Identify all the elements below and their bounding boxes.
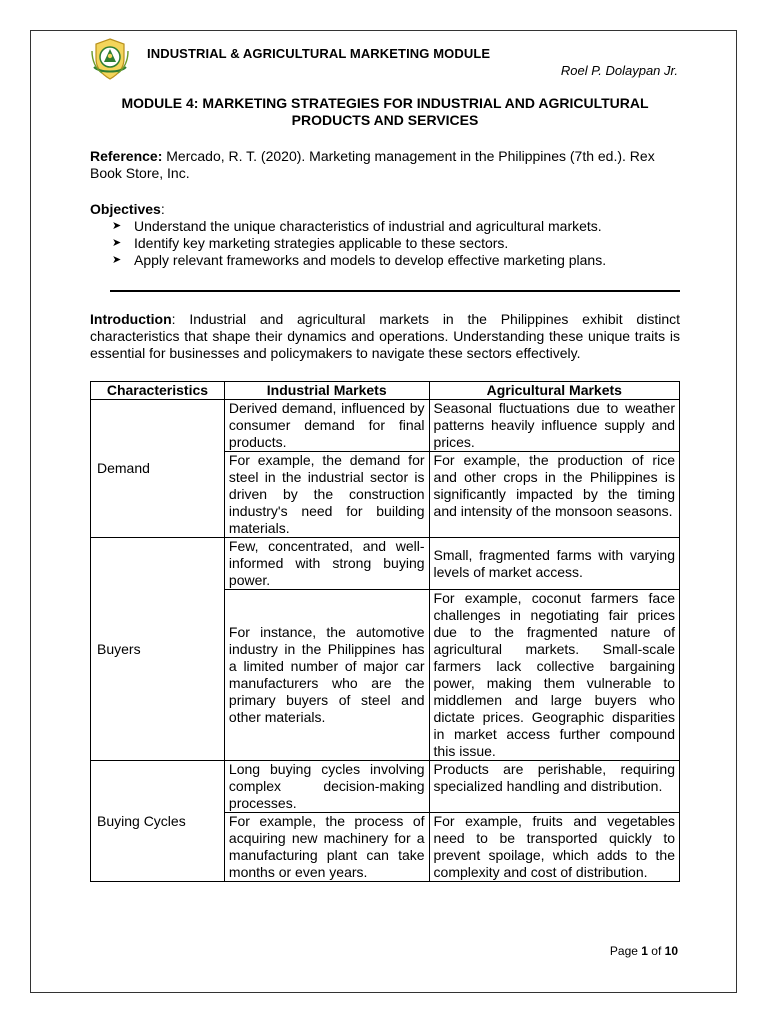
industrial-cell: Derived demand, influenced by consumer demand for final products.: [224, 400, 429, 452]
agricultural-cell: For example, fruits and vegetables need to be transported quickly to prevent spoilage, which adds to the complexity and cost of distribution.: [429, 813, 679, 882]
column-header: Agricultural Markets: [429, 382, 679, 400]
table-row: [91, 400, 680, 452]
reference-paragraph: [90, 148, 680, 182]
agricultural-cell: For example, coconut farmers face challenges in negotiating fair prices due to the fragmented nature of agricultural markets. Small-scale farmers lack collective bargaining power, making them vulnerable to middlemen and large buyers who dictate prices. Geographic disparities in market access further compound this issue.: [429, 590, 679, 761]
introduction-label: Introduction: [90, 311, 172, 327]
reference-label: Reference:: [90, 148, 163, 164]
objective-item: [90, 218, 680, 235]
industrial-cell: For instance, the automotive industry in the Philippines has a limited number of major car manufacturers who are the primary buyers of steel and other materials.: [224, 590, 429, 761]
objectives-label: Objectives: [90, 201, 161, 217]
column-header: Industrial Markets: [224, 382, 429, 400]
introduction-text: : Industrial and agricultural markets in the Philippines exhibit distinct characteristics that shape their dynamics and operations. Understanding these unique traits is essential for businesses and policymakers to navigate these sectors effectively.: [90, 311, 680, 361]
introduction-paragraph: [90, 311, 680, 362]
page-word: Page: [609, 944, 642, 958]
industrial-cell: Few, concentrated, and well-informed with strong buying power.: [224, 538, 429, 590]
module-title: [90, 95, 680, 129]
category-cell: Demand: [91, 400, 225, 538]
reference-text: Mercado, R. T. (2020). Marketing management in the Philippines (7th ed.). Rex Book Store, Inc.: [90, 148, 655, 181]
arrow-bullet-icon: ➤: [112, 254, 122, 266]
agricultural-cell: For example, the production of rice and other crops in the Philippines is significantly impacted by the timing and intensity of the monsoon seasons.: [429, 452, 679, 538]
objective-text: Apply relevant frameworks and models to develop effective marketing plans.: [134, 252, 607, 268]
header-author: Roel P. Dolaypan Jr.: [560, 63, 678, 78]
column-header: Characteristics: [91, 382, 225, 400]
table-header-row: [91, 382, 680, 400]
agricultural-cell: Seasonal fluctuations due to weather patterns heavily influence supply and prices.: [429, 400, 679, 452]
table-row: [91, 761, 680, 813]
industrial-cell: Long buying cycles involving complex decision-making processes.: [224, 761, 429, 813]
characteristics-table: [90, 381, 680, 882]
category-cell: Buyers: [91, 538, 225, 761]
module-title-line-2: PRODUCTS AND SERVICES: [291, 112, 479, 128]
objectives-section: [90, 201, 680, 269]
of-word: of: [647, 944, 665, 958]
arrow-bullet-icon: ➤: [112, 220, 122, 232]
total-pages: 10: [664, 944, 678, 958]
agricultural-cell: Small, fragmented farms with varying levels of market access.: [429, 538, 679, 590]
objectives-colon: :: [160, 201, 165, 217]
objective-item: [90, 252, 680, 269]
objectives-heading: [90, 201, 680, 218]
industrial-cell: For example, the demand for steel in the industrial sector is driven by the construction industry's need for building materials.: [224, 452, 429, 538]
header-title: INDUSTRIAL & AGRICULTURAL MARKETING MODULE: [147, 46, 491, 61]
current-page: 1: [641, 944, 648, 958]
section-divider: [110, 290, 680, 292]
objective-text: Understand the unique characteristics of industrial and agricultural markets.: [134, 218, 602, 234]
objectives-list: [90, 218, 680, 269]
objective-text: Identify key marketing strategies applicable to these sectors.: [134, 235, 509, 251]
module-title-line-1: MODULE 4: MARKETING STRATEGIES FOR INDUSTRIAL AND AGRICULTURAL: [121, 95, 649, 111]
industrial-cell: For example, the process of acquiring new machinery for a manufacturing plant can take months or even years.: [224, 813, 429, 882]
agricultural-cell: Products are perishable, requiring specialized handling and distribution.: [429, 761, 679, 813]
page-number: [610, 944, 678, 958]
arrow-bullet-icon: ➤: [112, 237, 122, 249]
university-seal-logo: [90, 37, 130, 81]
objective-item: [90, 235, 680, 252]
table-row: [91, 538, 680, 590]
category-cell: Buying Cycles: [91, 761, 225, 882]
